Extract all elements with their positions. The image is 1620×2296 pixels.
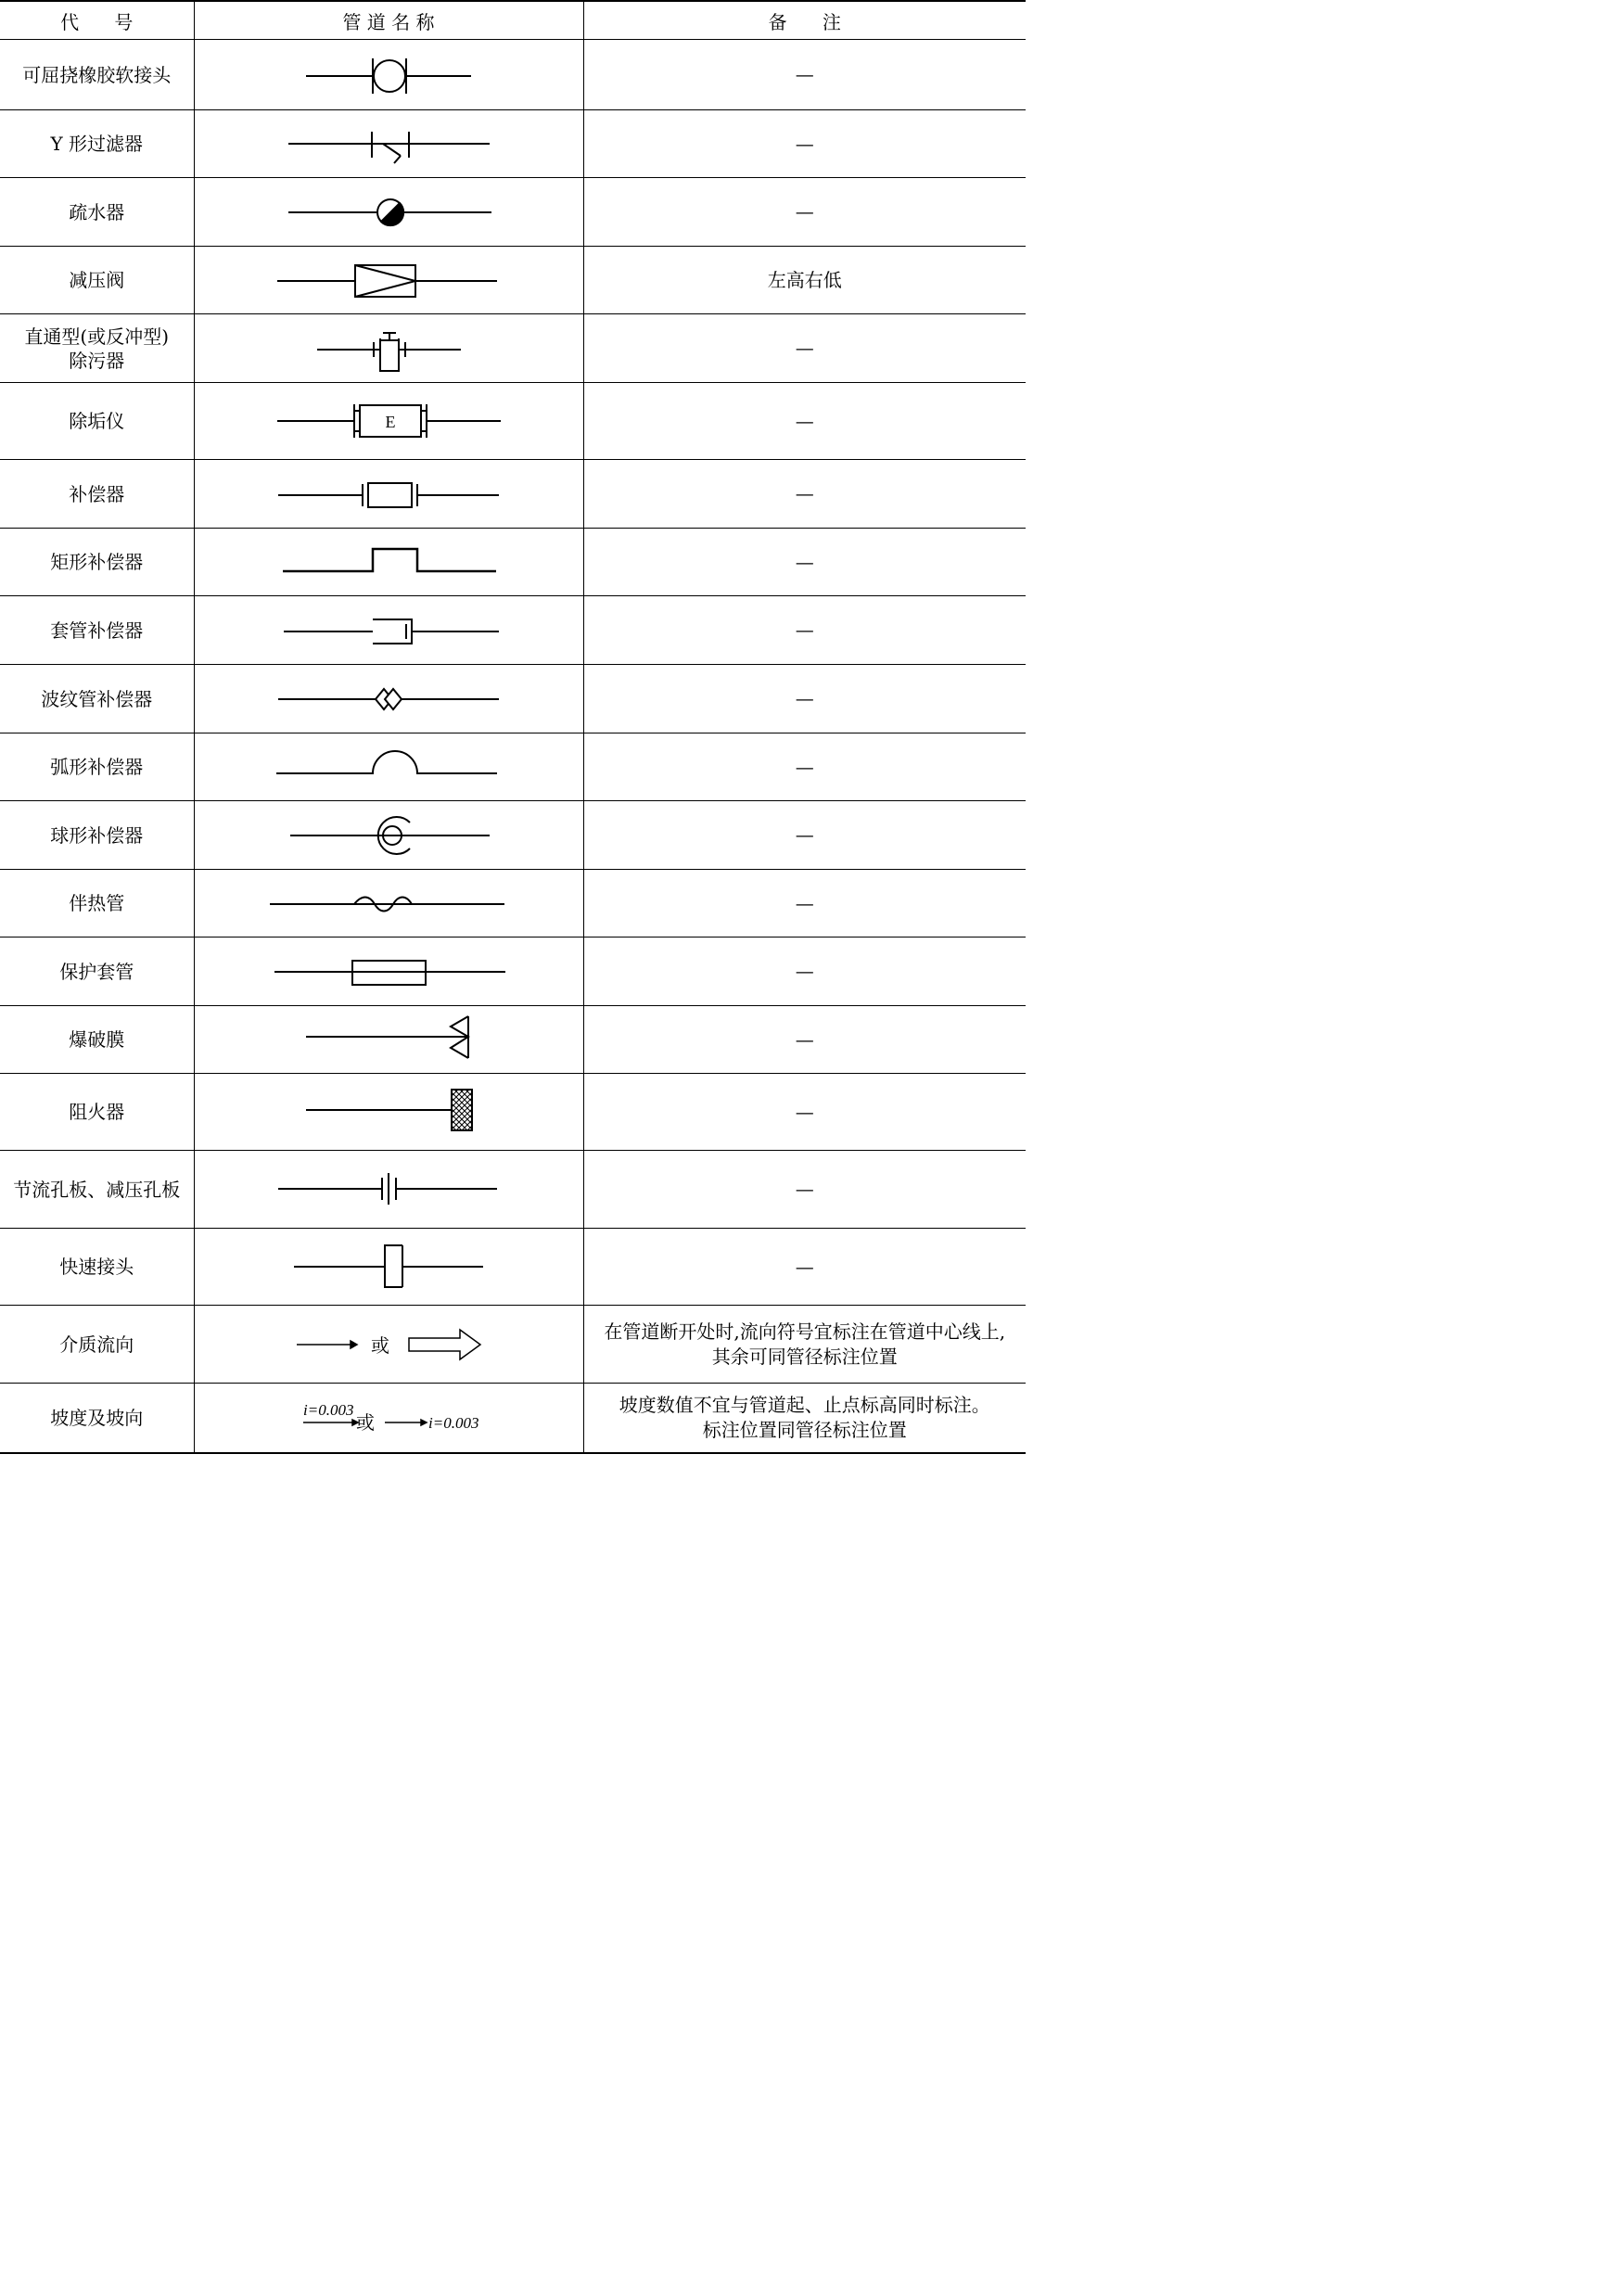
table-row: [0, 870, 1026, 938]
row-name: 伴热管: [69, 892, 125, 914]
table-row: [0, 247, 1026, 314]
row-name: 减压阀: [69, 269, 125, 291]
row-name: 可屈挠橡胶软接头: [22, 63, 172, 86]
table-row: [0, 460, 1026, 529]
row-name: 弧形补偿器: [50, 756, 144, 778]
table-header-row: [0, 1, 1026, 40]
row-name: 爆破膜: [69, 1028, 125, 1051]
y-strainer-icon: [195, 111, 584, 176]
flow-or-text: 或: [370, 1335, 389, 1357]
table-row: [0, 596, 1026, 665]
row-note: —: [795, 1100, 814, 1123]
ball-compensator-icon: [195, 803, 584, 868]
table-row: [0, 1306, 1026, 1384]
row-name: 球形补偿器: [50, 823, 144, 847]
flow-direction-icon: [195, 1307, 584, 1382]
table-row: [0, 383, 1026, 460]
pressure-reducing-valve-icon: [195, 248, 584, 313]
row-name: 快速接头: [59, 1256, 134, 1278]
descaler-label: E: [385, 413, 395, 431]
row-note: —: [795, 409, 814, 432]
orifice-plate-icon: [195, 1153, 584, 1227]
row-note: —: [795, 550, 814, 573]
compensator-icon: [195, 462, 584, 527]
table-row: [0, 1151, 1026, 1229]
row-name: 保护套管: [59, 960, 134, 983]
pipe-symbol-table: [0, 0, 1026, 1454]
table-row: [0, 40, 1026, 110]
slope-or-text: 或: [355, 1412, 375, 1434]
row-note: 在管道断开处时,流向符号宜标注在管道中心线上, 其余可同管径标注位置: [604, 1320, 1006, 1368]
table-row: [0, 801, 1026, 870]
table-row: [0, 1384, 1026, 1453]
row-note: —: [795, 960, 814, 982]
row-name: Y 形过滤器: [50, 133, 144, 155]
slope-direction-icon: [195, 1385, 584, 1450]
flexible-rubber-joint-icon: [195, 42, 584, 108]
table-row: [0, 665, 1026, 733]
slope-label-right: i=0.003: [427, 1413, 478, 1432]
table-row: [0, 314, 1026, 383]
protective-sleeve-icon: [195, 939, 584, 1004]
bellows-compensator-icon: [195, 667, 584, 732]
steam-trap-icon: [195, 180, 584, 245]
row-note: —: [795, 337, 814, 359]
rectangular-compensator-icon: [195, 529, 584, 594]
row-note: —: [795, 687, 814, 709]
row-name: 矩形补偿器: [50, 551, 144, 573]
row-name: 疏水器: [69, 200, 125, 223]
slope-label-left: i=0.003: [302, 1400, 353, 1419]
header-pipe-name: 管 道 名 称: [194, 1, 583, 40]
heat-tracing-pipe-icon: [195, 871, 584, 936]
row-note: 坡度数值不宜与管道起、止点标高同时标注。 标注位置同管径标注位置: [619, 1393, 990, 1441]
row-note: 左高右低: [767, 268, 842, 291]
row-name: 套管补偿器: [50, 619, 144, 642]
row-note: —: [795, 200, 814, 223]
table-row: [0, 938, 1026, 1006]
row-note: —: [795, 1027, 814, 1051]
table-row: [0, 1229, 1026, 1306]
rupture-disc-icon: [195, 1007, 584, 1072]
table-row: [0, 1006, 1026, 1074]
row-note: —: [795, 823, 814, 846]
table-row: [0, 1074, 1026, 1151]
row-name: 直通型(或反冲型) 除污器: [24, 325, 170, 372]
table-row: [0, 529, 1026, 596]
header-code: 代 号: [0, 1, 194, 40]
row-name: 介质流向: [59, 1333, 134, 1356]
table-row: [0, 110, 1026, 178]
flame-arrester-icon: [195, 1075, 584, 1149]
table-row: [0, 178, 1026, 247]
row-name: 阻火器: [69, 1101, 125, 1123]
row-note: —: [795, 1178, 814, 1200]
row-note: —: [795, 1255, 814, 1278]
row-name: 除垢仪: [69, 410, 125, 432]
arc-compensator-icon: [195, 734, 584, 799]
row-note: —: [795, 619, 814, 641]
row-name: 坡度及坡向: [50, 1406, 144, 1429]
header-remark: 备 注: [583, 1, 1026, 40]
table-row: [0, 733, 1026, 801]
row-note: —: [795, 755, 814, 778]
row-name: 波纹管补偿器: [41, 687, 153, 710]
row-name: 节流孔板、减压孔板: [13, 1178, 181, 1201]
row-note: —: [795, 891, 814, 914]
row-name: 补偿器: [69, 482, 125, 505]
row-note: —: [795, 63, 814, 85]
row-note: —: [795, 132, 814, 155]
straight-dirt-separator-icon: [195, 316, 584, 381]
quick-coupling-icon: [195, 1230, 584, 1304]
descaler-icon: [195, 384, 584, 458]
sleeve-compensator-icon: [195, 598, 584, 663]
row-note: —: [795, 482, 814, 504]
